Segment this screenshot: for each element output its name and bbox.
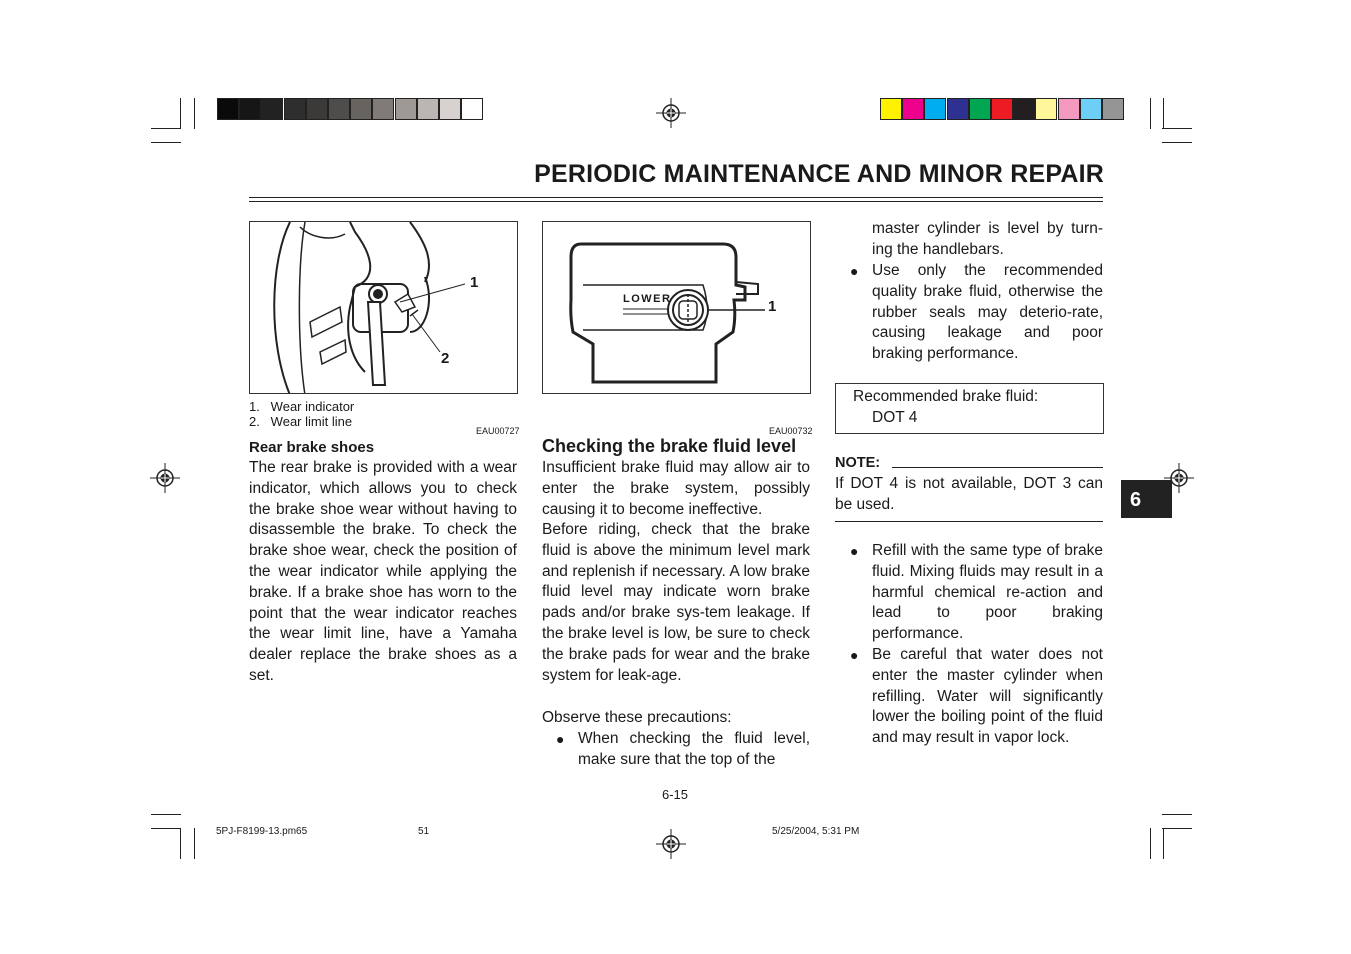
brake-fluid-para-3: Observe these precautions: [542, 709, 732, 726]
reference-code-2: EAU00732 [769, 426, 813, 436]
footer-sheet-number: 51 [418, 826, 430, 837]
section-heading-rear-brake: Rear brake shoes [249, 439, 375, 456]
figure-caption-2: 2. Wear limit line [249, 414, 353, 429]
reference-code: EAU00727 [476, 426, 520, 436]
figure-callout-2: 2 [441, 350, 450, 367]
bullet-text: When checking the fluid level, make sure that the top of the [578, 730, 810, 768]
color-swatch [1013, 98, 1035, 120]
gray-swatch [284, 98, 306, 120]
bullet-icon: ● [556, 731, 565, 747]
note-label: NOTE: [835, 455, 881, 471]
gray-swatch [439, 98, 461, 120]
brake-fluid-para-1: Insufficient brake fluid may allow air to enter the brake system, possibly causing it to become ineffective. [542, 459, 810, 518]
gray-swatch [306, 98, 328, 120]
color-swatch [1102, 98, 1124, 120]
gray-swatch [461, 98, 483, 120]
color-swatch [969, 98, 991, 120]
footer-filename: 5PJ-F8199-13.pm65 [216, 826, 308, 837]
bullet-icon: ● [850, 263, 859, 279]
color-swatch [902, 98, 924, 120]
bullet-item [850, 261, 1103, 365]
color-swatch [1080, 98, 1102, 120]
bullet-item [850, 645, 1103, 749]
gray-swatch [350, 98, 372, 120]
rear-brake-figure [249, 221, 518, 394]
page-title: PERIODIC MAINTENANCE AND MINOR REPAIR [534, 160, 1104, 188]
gray-swatch [261, 98, 283, 120]
gray-swatch [395, 98, 417, 120]
footer-timestamp: 5/25/2004, 5:31 PM [772, 826, 860, 837]
header-rule-top [249, 197, 1103, 198]
color-swatch [1058, 98, 1080, 120]
rear-brake-paragraph: The rear brake is provided with a wear indicator, which allows you to check the brake shoe wear without having to disassemble the brake. To check the brake shoe wear, check the position of the wear indicator while applying the brake. If a brake shoe has worn to the point that the wear indicator reaches the wear limit line, have a Yamaha dealer replace the brake shoes as a set. [249, 459, 517, 684]
gray-swatch [372, 98, 394, 120]
header-rule-bottom [249, 201, 1103, 202]
lower-level-label: LOWER [623, 293, 672, 305]
note-text: If DOT 4 is not available, DOT 3 can be used. [835, 475, 1103, 513]
note-rule-top [892, 467, 1103, 468]
gray-swatch [328, 98, 350, 120]
bullet-item [850, 541, 1103, 645]
color-swatch [924, 98, 946, 120]
figure-caption-1: 1. Wear indicator [249, 399, 355, 414]
page-number: 6-15 [662, 787, 689, 802]
bullet-icon: ● [850, 543, 859, 559]
color-swatch [1035, 98, 1057, 120]
gray-swatch [239, 98, 261, 120]
section-heading-brake-fluid: Checking the brake fluid level [542, 436, 797, 456]
color-swatch [991, 98, 1013, 120]
bullet-text: master cylinder is level by turn-ing the handlebars. [872, 220, 1103, 258]
registration-target-icon [150, 463, 180, 493]
note-rule-bottom [835, 521, 1103, 522]
figure-callout-1: 1 [470, 274, 479, 291]
rear-brake-illustration [250, 222, 518, 394]
color-swatch [947, 98, 969, 120]
recommended-fluid-value: DOT 4 [872, 408, 918, 426]
bullet-item [556, 729, 810, 771]
gray-swatch [417, 98, 439, 120]
gray-swatch [217, 98, 239, 120]
figure-callout-1b: 1 [768, 298, 777, 315]
recommended-fluid-box [835, 383, 1104, 434]
brake-fluid-para-2: Before riding, check that the brake fluid is above the minimum level mark and replenish if necessary. A low brake fluid level may indicate worn brake pads and/or brake sys-tem leakage. If the brake level is low, be sure to check the brake pads for wear and the brake system for leak-age. [542, 521, 810, 684]
registration-target-icon [656, 829, 686, 859]
bullet-text: Be careful that water does not enter the master cylinder when refilling. Water will significantly lower the boiling point of the fluid and may result in vapor lock. [872, 646, 1103, 747]
bullet-text: Refill with the same type of brake fluid. Mixing fluids may result in a harmful chemical re-action and lead to poor braking performance. [872, 542, 1103, 643]
bullet-continuation [872, 219, 1103, 261]
recommended-fluid-label: Recommended brake fluid: [853, 388, 1039, 405]
bullet-text: Use only the recommended quality brake fluid, otherwise the rubber seals may deterio-rate, causing leakage and poor braking performance. [872, 262, 1103, 363]
bullet-icon: ● [850, 647, 859, 663]
color-swatch [880, 98, 902, 120]
chapter-tab: 6 [1121, 480, 1172, 518]
registration-target-icon [656, 98, 686, 128]
